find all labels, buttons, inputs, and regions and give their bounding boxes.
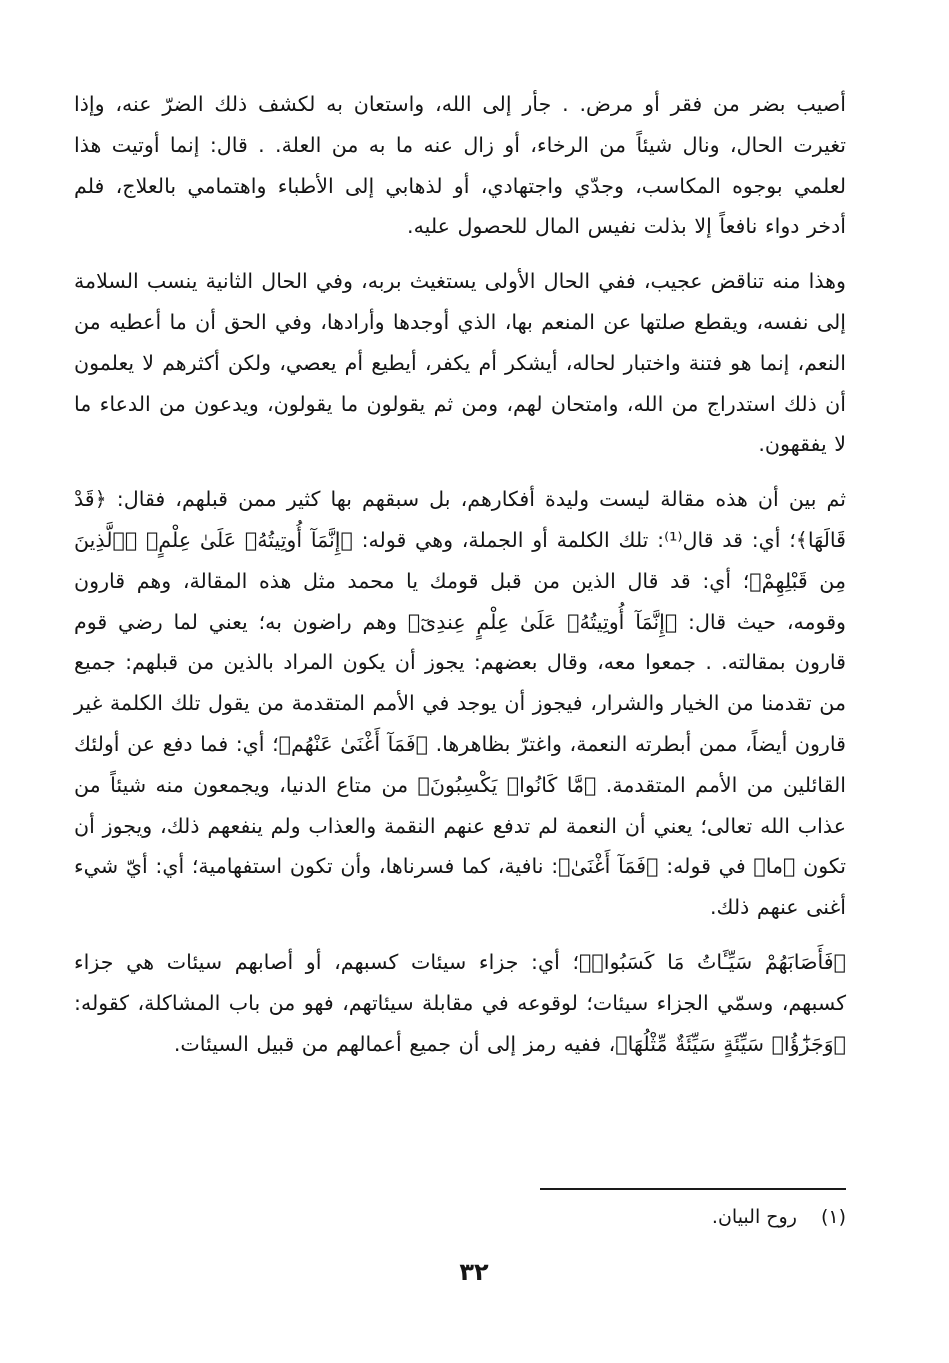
footnote-text: روح البيان. [711,1206,797,1228]
footnote-divider [540,1188,846,1190]
paragraph-1: أصيب بضر من فقر أو مرض. . جأر إلى الله، واستعان به لكشف ذلك الضرّ عنه، وإذا تغيرت الحال، ونال شيئاً من الرخاء، أو زال عنه ما به من العلة. . قال: إنما أوتيت هذا لعلمي بوجوه المكاسب، وجدّي واجتهادي، أو لذهابي إلى الأطباء واهتمامي بالعلاج، فلم أدخر دواء نافعاً إلا بذلت نفيس المال للحصول عليه. [74,92,846,239]
footnote [540,1202,846,1232]
paragraph-4: ﴿فَأَصَابَهُمْ سَيِّـَٔاتُ مَا كَسَبُوا۟﴾؛ أي: جزاء سيئات كسبهم، أو أصابهم سيئات هي جزاء كسبهم، وسمّي الجزاء سيئات؛ لوقوعه في مقابلة سيئاتهم، فهو من باب المشاكلة، كقوله: ﴿وَجَزَٰٓؤُا۟ سَيِّئَةٍ سَيِّئَةٌ مِّثْلُهَا﴾، ففيه رمز إلى أن جميع أعمالهم من قبيل السيئات. [74,949,846,1056]
paragraph-2: وهذا منه تناقض عجيب، ففي الحال الأولى يستغيث بربه، وفي الحال الثانية ينسب السلامة إلى نفسه، ويقطع صلتها عن المنعم بها، الذي أوجدها وأرادها، وفي الحق أن ما أعطيه من النعم، إنما هو فتنة واختبار لحاله، أيشكر أم يكفر، أيطيع أم يعصي، ولكن أكثرهم لا يعلمون أن ذلك استدراج من الله، وامتحان لهم، ومن ثم يقولون ما يقولون، ويدعون من الدعاء ما لا يفقهون. [74,269,846,457]
footnote-number: (١) [820,1206,846,1228]
main-text [74,84,846,1078]
paragraph-3: ثم بين أن هذه مقالة ليست وليدة أفكارهم، بل سبقهم بها كثير ممن قبلهم، فقال: ﴿قَدْ قَالَهَا﴾؛ أي: قد قال⁽¹⁾: تلك الكلمة أو الجملة، وهي قوله: ﴿إِنَّمَآ أُوتِيتُهُۥ عَلَىٰ عِلْمٍ﴾ ﴿ٱلَّذِينَ مِن قَبْلِهِمْ﴾؛ أي: قد قال الذين من قبل قومك يا محمد مثل هذه المقالة، وهم قارون وقومه، حيث قال: ﴿إِنَّمَآ أُوتِيتُهُۥ عَلَىٰ عِلْمٍ عِندِىٓ﴾ وهم راضون به؛ يعني لما رضي قوم قارون بمقالته. . جمعوا معه، وقال بعضهم: يجوز أن يكون المراد بالذين من قبلهم: جميع من تقدمنا من الخيار والشرار، فيجوز أن يوجد في الأمم المتقدمة من يقول تلك الكلمة غير قارون أيضاً، ممن أبطرته النعمة، واغترّ بظاهرها. ﴿فَمَآ أَغْنَىٰ عَنْهُم﴾؛ أي: فما دفع عن أولئك القائلين من الأمم المتقدمة. ﴿مَّا كَانُوا۟ يَكْسِبُونَ﴾ من متاع الدنيا، ويجمعون منه شيئاً من عذاب الله تعالى؛ يعني أن النعمة لم تدفع عنهم النقمة والعذاب ولم ينفعهم ذلك، ويجوز أن تكون ﴿ما﴾ في قوله: ﴿فَمَآ أَغْنَىٰ﴾: نافية، كما فسرناها، وأن تكون استفهامية؛ أي: أيّ شيء أغنى عنهم ذلك. [74,487,846,920]
page-number: ٣٢ [459,1258,489,1286]
